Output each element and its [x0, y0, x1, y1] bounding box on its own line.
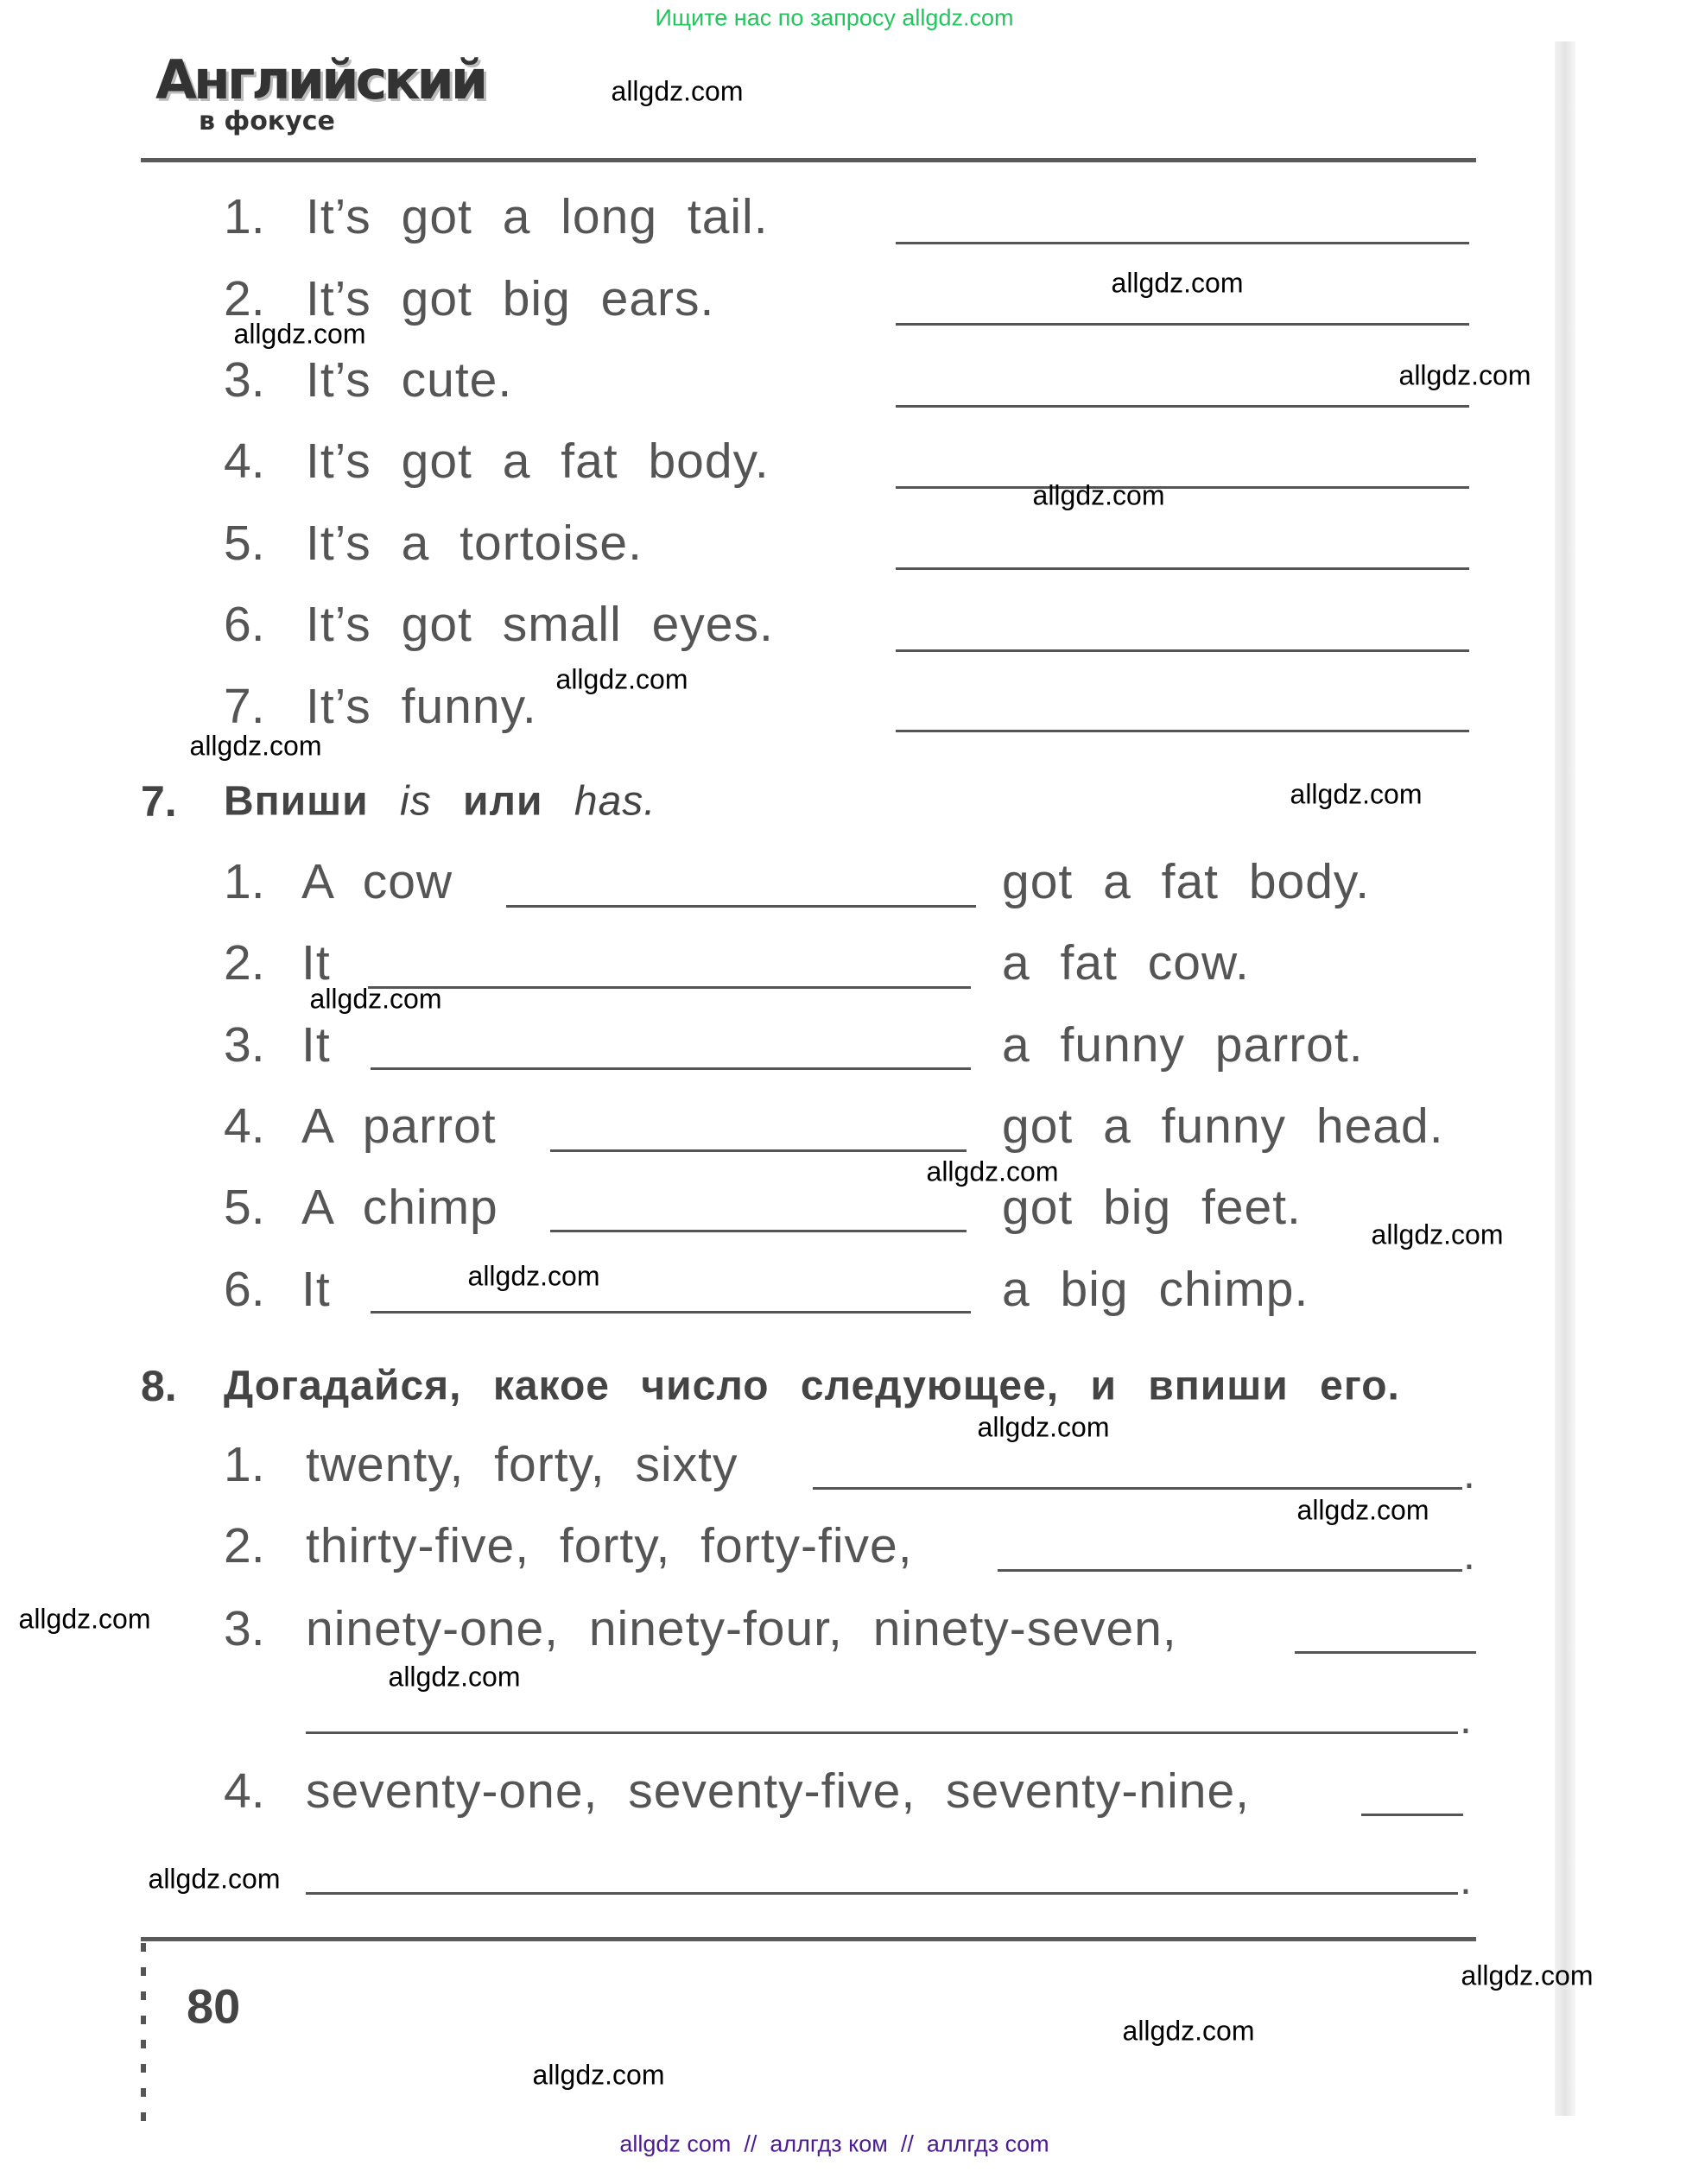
header-rule [141, 158, 1476, 162]
item-text: It’s got small eyes. [306, 597, 774, 652]
item-predicate: got a fat body. [1002, 854, 1371, 909]
watermark: allgdz.com [1398, 359, 1531, 391]
item-number: 1. [224, 854, 265, 909]
title-part: или [463, 778, 543, 825]
answer-blank[interactable] [550, 1230, 967, 1232]
page-margin-dots [141, 1943, 146, 2126]
period: . [1460, 1855, 1472, 1903]
item-subject: It [301, 1262, 331, 1317]
answer-blank[interactable] [813, 1487, 1462, 1490]
logo-subtitle: в фокусе [199, 106, 335, 136]
item-number: 4. [224, 1763, 265, 1819]
item-text: It’s a tortoise. [306, 516, 643, 571]
watermark: allgdz.com [977, 1411, 1110, 1443]
item-predicate: got a funny head. [1002, 1098, 1444, 1154]
item-text: It’s got a fat body. [306, 434, 770, 489]
answer-blank-continued[interactable] [306, 1731, 1458, 1734]
answer-blank[interactable] [998, 1569, 1462, 1572]
item-number: 3. [224, 1601, 265, 1656]
item-number: 2. [224, 1518, 265, 1573]
item-text: It’s funny. [306, 679, 537, 734]
item-number: 2. [224, 271, 265, 326]
item-number: 5. [224, 1180, 265, 1235]
item-predicate: a funny parrot. [1002, 1017, 1364, 1073]
item-number: 2. [224, 935, 265, 991]
watermark: allgdz.com [309, 983, 442, 1015]
item-text: ninety-one, ninety-four, ninety-seven, [306, 1601, 1177, 1656]
item-text: seventy-one, seventy-five, seventy-nine, [306, 1763, 1251, 1819]
item-text: thirty-five, forty, forty-five, [306, 1518, 913, 1573]
answer-blank[interactable] [371, 1311, 971, 1314]
item-subject: A parrot [301, 1098, 497, 1154]
answer-blank[interactable] [896, 730, 1469, 732]
book-logo [155, 48, 485, 136]
title-part: has. [574, 778, 656, 825]
answer-blank[interactable] [506, 905, 976, 908]
exercise-7-number: 7. [141, 777, 177, 826]
bottom-banner-link[interactable]: allgdz com // аллгдз ком // аллгдз com [619, 2130, 1049, 2157]
item-number: 1. [224, 189, 265, 244]
answer-blank[interactable] [1295, 1651, 1476, 1654]
item-number: 1. [224, 1437, 265, 1492]
watermark: allgdz.com [1032, 479, 1165, 511]
item-number: 6. [224, 1262, 265, 1317]
item-subject: A chimp [301, 1180, 498, 1235]
watermark: allgdz.com [1111, 267, 1244, 299]
page-edge-shadow [1555, 41, 1575, 2116]
watermark: allgdz.com [18, 1603, 151, 1635]
answer-blank[interactable] [896, 567, 1469, 570]
answer-blank[interactable] [550, 1149, 967, 1152]
answer-blank[interactable] [896, 242, 1469, 244]
item-predicate: a fat cow. [1002, 935, 1250, 991]
watermark: allgdz.com [555, 663, 688, 695]
item-predicate: a big chimp. [1002, 1262, 1309, 1317]
footer-rule [141, 1937, 1476, 1941]
period: . [1463, 1530, 1475, 1579]
item-subject: It [301, 935, 331, 991]
watermark: allgdz.com [467, 1260, 600, 1292]
item-number: 5. [224, 516, 265, 571]
item-number: 3. [224, 1017, 265, 1073]
item-text: It’s got big ears. [306, 271, 715, 326]
watermark: allgdz.com [233, 318, 366, 350]
search-banner[interactable]: Ищите нас по запросу allgdz.com [655, 4, 1014, 31]
item-subject: A cow [301, 854, 453, 909]
watermark: allgdz.com [926, 1155, 1059, 1187]
watermark: allgdz.com [189, 730, 322, 762]
item-number: 4. [224, 1098, 265, 1154]
answer-blank[interactable] [896, 649, 1469, 652]
answer-blank[interactable] [371, 1067, 971, 1070]
watermark: allgdz.com [1461, 1959, 1594, 1991]
watermark: allgdz.com [1122, 2015, 1255, 2047]
answer-blank[interactable] [1361, 1814, 1463, 1816]
watermark: allgdz.com [611, 75, 744, 107]
answer-blank-continued[interactable] [306, 1892, 1458, 1895]
item-number: 6. [224, 597, 265, 652]
exercise-8-title: Догадайся, какое число следующее, и впиши его. [224, 1363, 1400, 1409]
answer-blank[interactable] [896, 405, 1469, 408]
item-subject: It [301, 1017, 331, 1073]
answer-blank[interactable] [896, 323, 1469, 326]
period: . [1463, 1449, 1475, 1497]
exercise-7-title [224, 778, 656, 826]
item-number: 3. [224, 352, 265, 408]
watermark: allgdz.com [1290, 778, 1423, 810]
watermark: allgdz.com [388, 1661, 521, 1693]
item-predicate: got big feet. [1002, 1180, 1302, 1235]
watermark: allgdz.com [1371, 1219, 1504, 1250]
answer-blank[interactable] [368, 986, 971, 989]
answer-blank[interactable] [896, 486, 1469, 489]
item-text: It’s got a long tail. [306, 189, 769, 244]
watermark: allgdz.com [532, 2059, 665, 2091]
item-text: twenty, forty, sixty [306, 1437, 738, 1492]
title-part: is [400, 778, 432, 825]
watermark: allgdz.com [148, 1863, 281, 1895]
period: . [1460, 1694, 1472, 1743]
item-number: 4. [224, 434, 265, 489]
logo-title: Английский [155, 48, 485, 111]
item-text: It’s cute. [306, 352, 513, 408]
title-part: Впиши [224, 778, 369, 825]
exercise-8-number: 8. [141, 1362, 177, 1410]
page-number: 80 [187, 1978, 241, 2034]
watermark: allgdz.com [1296, 1494, 1429, 1526]
item-number: 7. [224, 679, 265, 734]
